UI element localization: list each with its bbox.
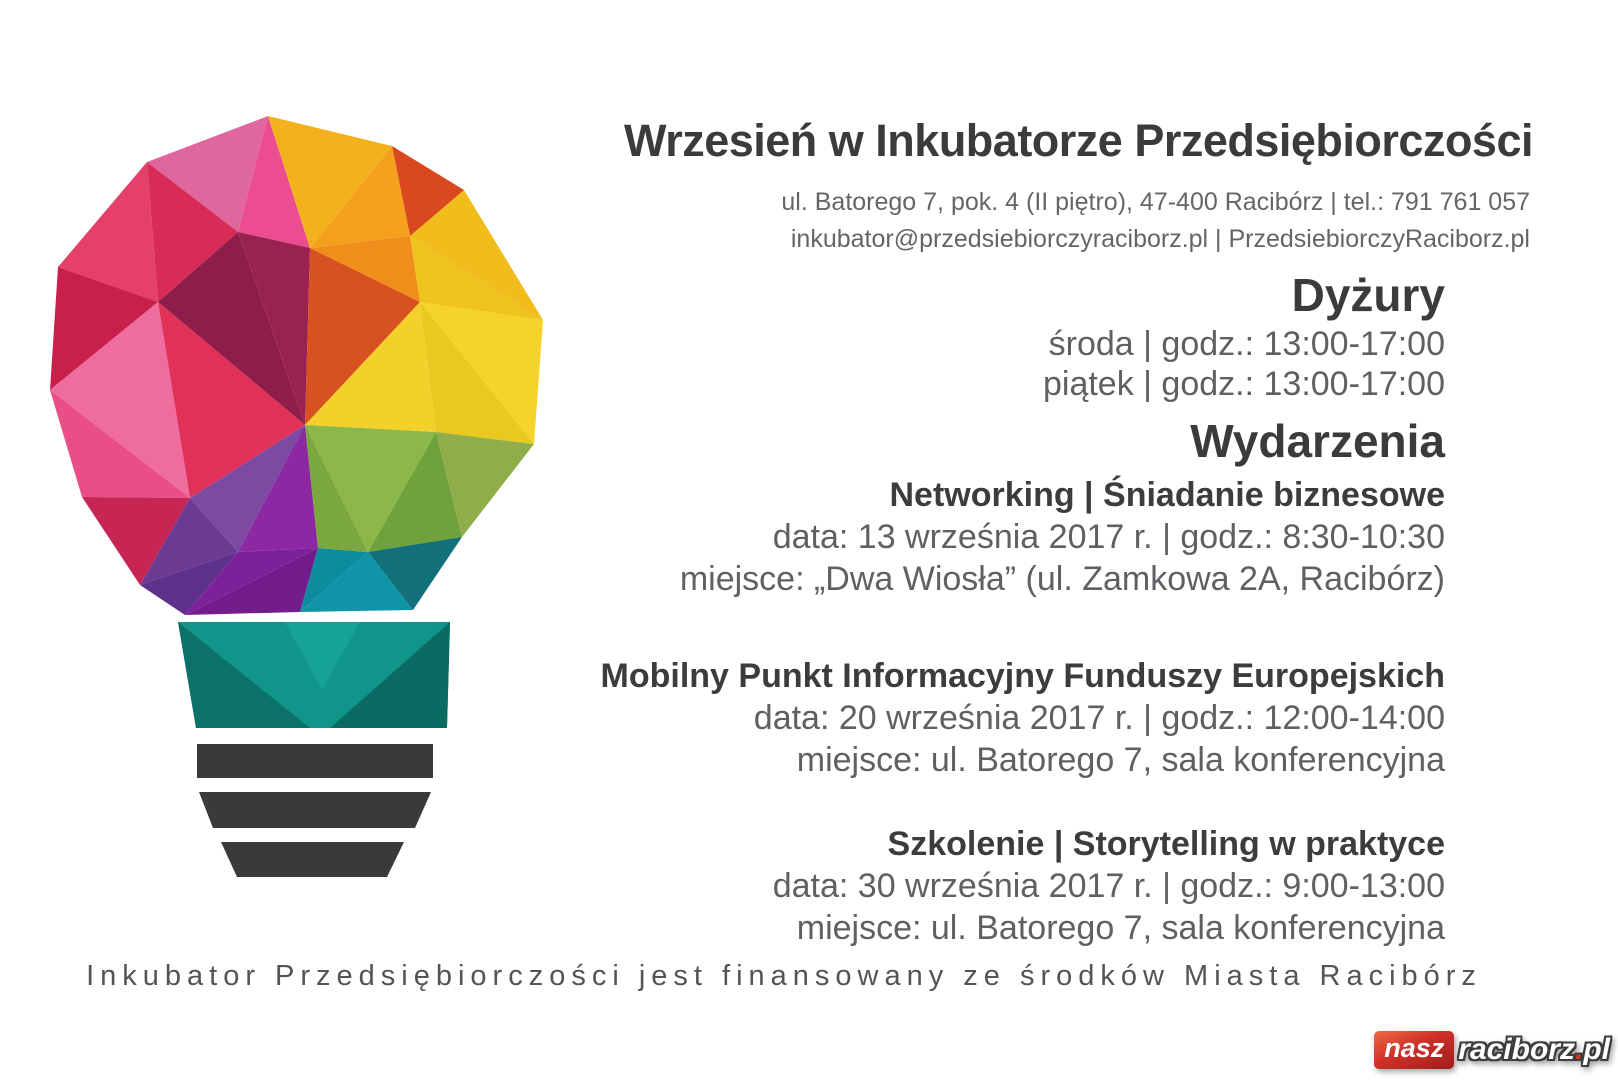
dyzury-rows <box>1043 324 1445 404</box>
event-date-line: data: 30 września 2017 r. | godz.: 9:00-13:00 <box>772 867 1445 905</box>
logo-raciborz-text: raciborz <box>1458 1033 1575 1066</box>
bulb-triangles <box>50 116 543 615</box>
bulb-base-stripes <box>197 744 433 877</box>
lightbulb-graphic <box>0 0 620 900</box>
event-title: Szkolenie | Storytelling w praktyce <box>887 825 1445 863</box>
event-date-line: data: 13 września 2017 r. | godz.: 8:30-10:30 <box>772 518 1445 556</box>
event-szkolenie <box>773 823 1445 949</box>
event-place-line: miejsce: ul. Batorego 7, sala konferencyjna <box>796 741 1445 779</box>
section-heading-wydarzenia: Wydarzenia <box>1190 415 1445 467</box>
poster-title: Wrzesień w Inkubatorze Przedsiębiorczości <box>624 115 1533 166</box>
bulb-neck <box>178 622 450 728</box>
naszraciborz-logo[interactable] <box>1374 1028 1610 1072</box>
dyzury-row-friday: piątek | godz.: 13:00-17:00 <box>1042 365 1445 403</box>
event-title: Networking | Śniadanie biznesowe <box>889 476 1445 514</box>
logo-nasz-badge: nasz <box>1374 1031 1454 1069</box>
event-mobilny-punkt <box>601 655 1445 781</box>
event-date-line: data: 20 września 2017 r. | godz.: 12:00-14:00 <box>753 699 1445 737</box>
address-line-2: inkubator@przedsiebiorczyraciborz.pl | PrzedsiebiorczyRaciborz.pl <box>790 225 1530 253</box>
address-line-1: ul. Batorego 7, pok. 4 (II piętro), 47-400 Racibórz | tel.: 791 761 057 <box>781 188 1530 216</box>
event-place-line: miejsce: ul. Batorego 7, sala konferencyjna <box>796 909 1445 947</box>
logo-pl-text: pl <box>1583 1033 1610 1066</box>
contact-address <box>781 184 1530 258</box>
dyzury-row-wednesday: środa | godz.: 13:00-17:00 <box>1048 325 1445 363</box>
event-title: Mobilny Punkt Informacyjny Funduszy Europejskich <box>600 657 1445 695</box>
event-place-line: miejsce: „Dwa Wiosła” (ul. Zamkowa 2A, Racibórz) <box>679 560 1445 598</box>
logo-dot: . <box>1574 1033 1584 1066</box>
event-networking <box>680 474 1445 600</box>
section-heading-dyzury: Dyżury <box>1291 269 1445 321</box>
funding-footer: Inkubator Przedsiębiorczości jest finansowany ze środków Miasta Racibórz <box>86 960 1482 992</box>
